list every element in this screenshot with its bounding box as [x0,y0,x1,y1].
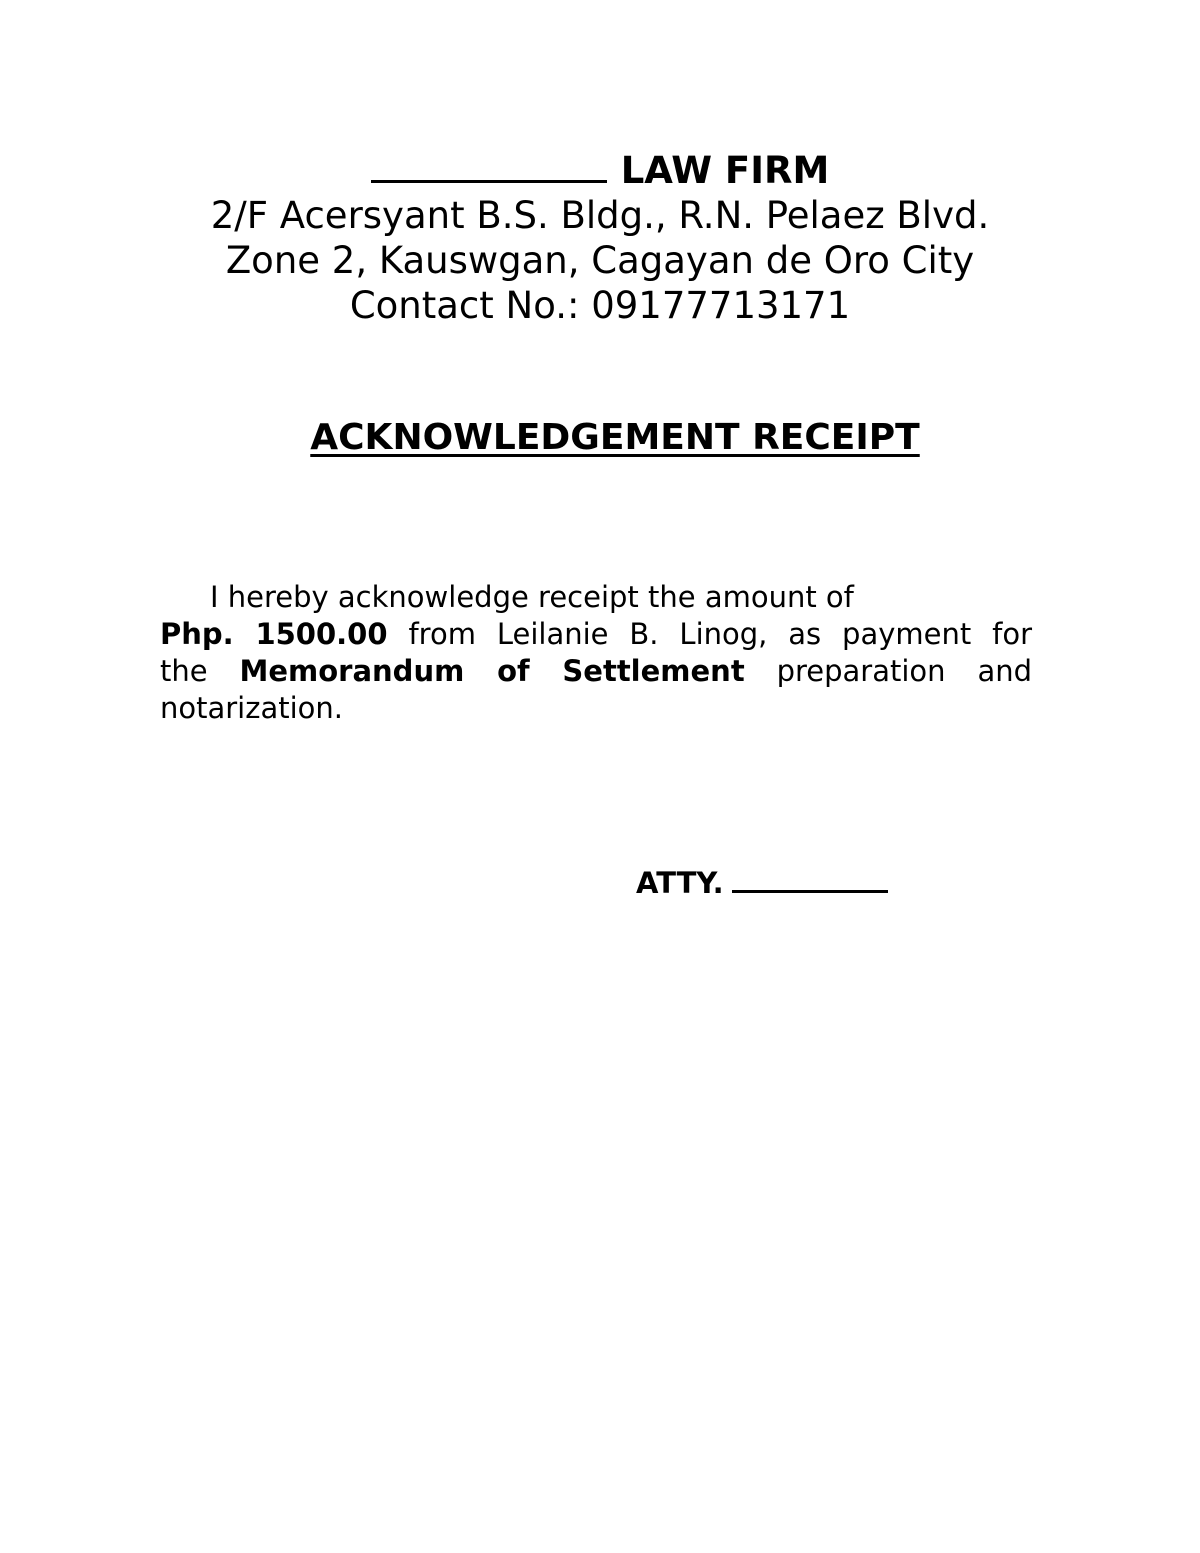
the-word: the [160,654,208,688]
body-line-4: notarization. [160,691,344,725]
address-line-1: 2/F Acersyant B.S. Bldg., R.N. Pelaez Blvd. [210,194,990,237]
signature-prefix: ATTY. [636,866,724,900]
payer-text: from Leilanie B. Linog, as payment for [408,617,1033,651]
firm-name-suffix: LAW FIRM [620,149,830,192]
document-title: ACKNOWLEDGEMENT RECEIPT [310,417,920,458]
body-line-2 [160,616,1032,653]
contact-number: Contact No.: 09177713171 [349,284,851,327]
document-name: Memorandum of Settlement [239,654,745,688]
amount: Php. 1500.00 [160,617,388,651]
letterhead [0,142,1200,328]
body-line-1: I hereby acknowledge receipt the amount of [210,580,854,614]
service-text: preparation and [776,654,1033,688]
signature-line [636,862,888,900]
body-line-3 [160,653,1032,690]
receipt-body [160,579,1032,727]
attorney-name-blank [732,862,888,893]
firm-name-line [0,142,1200,193]
firm-name-blank [371,142,607,183]
address-line-2: Zone 2, Kauswgan, Cagayan de Oro City [225,239,975,282]
